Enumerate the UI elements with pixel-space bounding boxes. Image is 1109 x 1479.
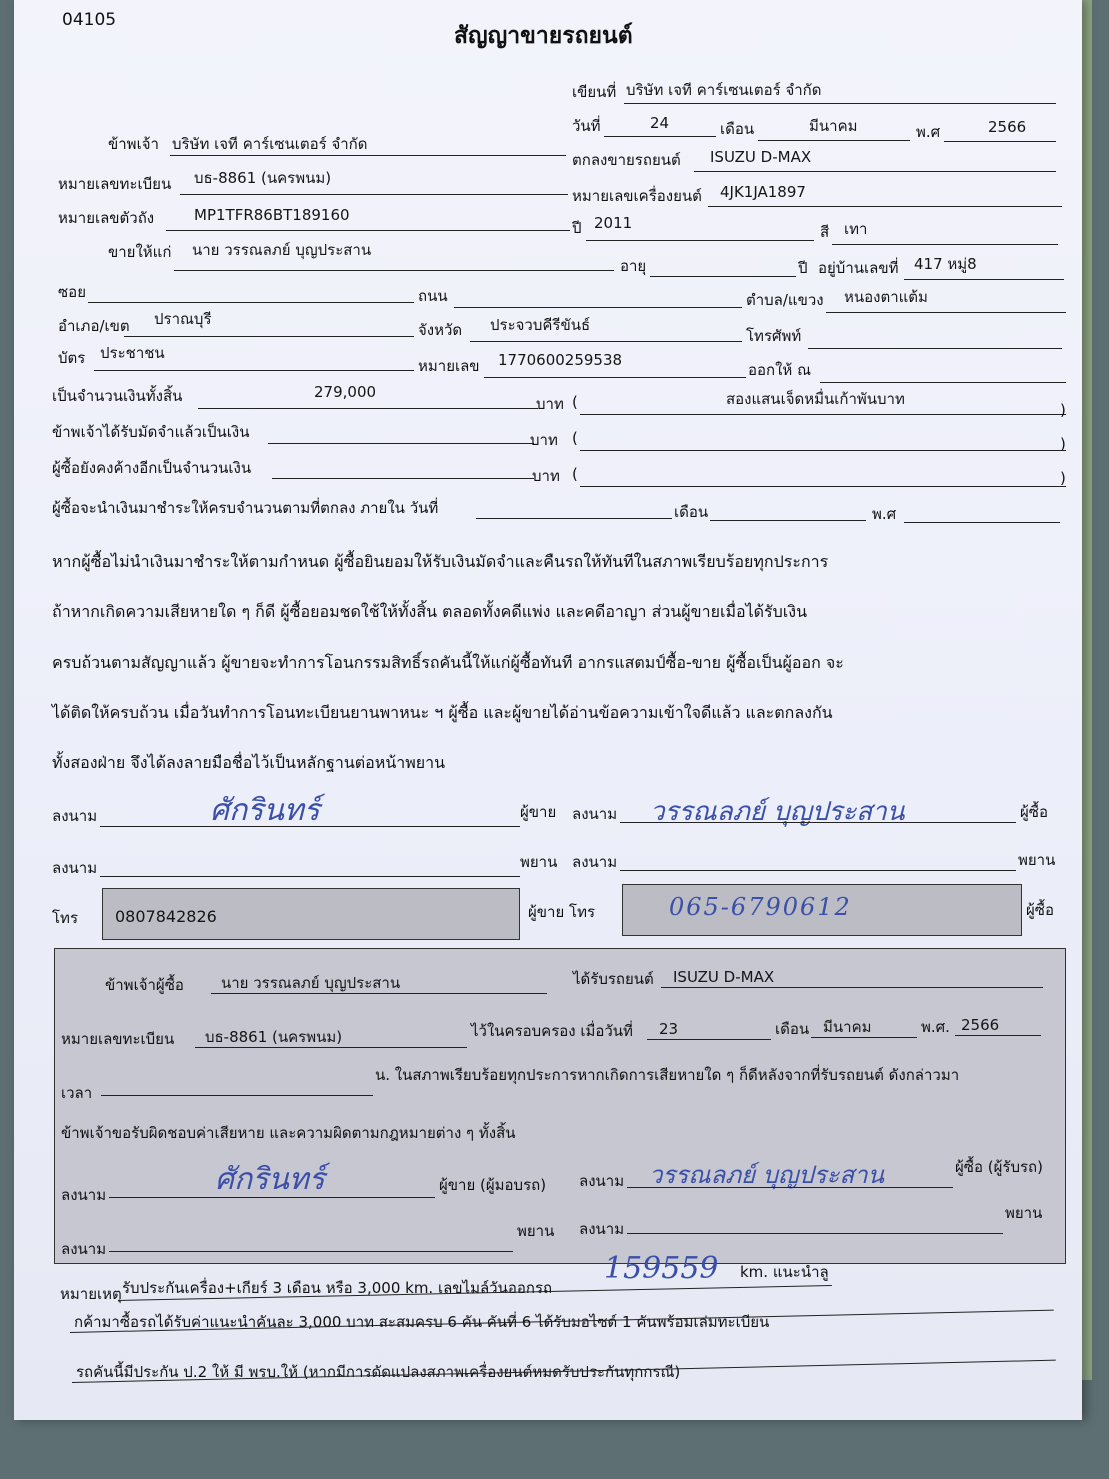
date-year-line bbox=[944, 141, 1056, 142]
total-label: เป็นจำนวนเงินทั้งสิ้น bbox=[52, 387, 183, 405]
receipt-plate-label: หมายเลขทะเบียน bbox=[61, 1030, 175, 1048]
receipt-plate-line bbox=[195, 1047, 467, 1048]
sign-label: ลงนาม bbox=[52, 807, 98, 825]
sign-label: ลงนาม bbox=[61, 1240, 107, 1258]
subdistrict-value: หนองตาแต้ม bbox=[844, 288, 928, 306]
soi-line bbox=[88, 302, 414, 303]
province-label: จังหวัด bbox=[418, 321, 463, 339]
chassis-no-value: MP1TFR86BT189160 bbox=[194, 206, 350, 224]
notes-line-2: กค้ามาซื้อรถได้รับค่าแนะนำคันละ 3,000 บาท สะสมครบ 6 คัน คันที่ 6 ได้รับมอไซด์ 1 คันพร้อมเล่มทะเบียน bbox=[74, 1313, 770, 1331]
buyer-signature-text: วรรณลภย์ บุญประสาน bbox=[650, 797, 905, 827]
card-no-label: หมายเลข bbox=[418, 357, 480, 375]
remaining-line bbox=[272, 478, 534, 479]
engine-no-line bbox=[708, 206, 1062, 207]
receipt-time-suffix: น. ในสภาพเรียบร้อยทุกประการหากเกิดการเสียหายใด ๆ ก็ดีหลังจากที่รับรถยนต์ ดังกล่าวมา bbox=[375, 1066, 960, 1084]
color-line bbox=[832, 244, 1058, 245]
total-open-paren: ( bbox=[572, 393, 578, 411]
house-no-value: 417 หมู่8 bbox=[914, 255, 977, 273]
plate-line bbox=[180, 194, 568, 195]
pay-due-year-label: พ.ศ bbox=[872, 505, 897, 523]
card-no-line bbox=[484, 377, 746, 378]
receipt-buyer-signature bbox=[645, 1155, 955, 1195]
age-unit: ปี bbox=[798, 259, 808, 277]
receipt-buyer-line bbox=[211, 993, 547, 994]
receipt-month-label: เดือน bbox=[775, 1020, 810, 1038]
remaining-close-paren: ) bbox=[1060, 469, 1066, 487]
seller-phone-box bbox=[102, 888, 520, 940]
sign-label: ลงนาม bbox=[579, 1172, 625, 1190]
background-edge bbox=[1082, 0, 1092, 1380]
date-month-line bbox=[758, 140, 910, 141]
receipt-witness-line bbox=[627, 1233, 1003, 1234]
total-baht-label: บาท bbox=[536, 395, 564, 413]
mileage-value: 159559 bbox=[604, 1251, 719, 1286]
receipt-year-line bbox=[955, 1035, 1041, 1036]
district-value: ปราณบุรี bbox=[154, 310, 212, 328]
receipt-plate-value: บธ-8861 (นครพนม) bbox=[205, 1028, 343, 1046]
sign-label: ลงนาม bbox=[579, 1220, 625, 1238]
vehicle-receipt-section bbox=[54, 948, 1066, 1264]
seller-sign-line bbox=[100, 826, 520, 827]
buyer-label: ขายให้แก่ bbox=[108, 243, 172, 261]
soi-label: ซอย bbox=[58, 283, 86, 301]
seller-phone: 0807842826 bbox=[115, 907, 217, 926]
province-value: ประจวบคีรีขันธ์ bbox=[490, 316, 591, 334]
mileage-handwriting bbox=[600, 1244, 750, 1290]
deposit-baht-label: บาท bbox=[530, 431, 558, 449]
year-model-label: ปี bbox=[572, 219, 582, 237]
seller-phone-role: ผู้ขาย โทร bbox=[528, 903, 596, 921]
buyer-role: ผู้ซื้อ bbox=[1020, 803, 1048, 821]
district-line bbox=[124, 336, 414, 337]
total-text: สองแสนเจ็ดหมื่นเก้าพันบาท bbox=[726, 390, 905, 408]
notes-label: หมายเหตุ bbox=[60, 1285, 122, 1303]
receipt-possession-label: ไว้ในครอบครอง เมื่อวันที่ bbox=[471, 1022, 633, 1040]
seller-value: บริษัท เจที คาร์เซนเตอร์ จำกัด bbox=[172, 135, 368, 153]
color-label: สี bbox=[820, 223, 830, 241]
receipt-month-line bbox=[811, 1037, 917, 1038]
receipt-seller-signature bbox=[211, 1157, 361, 1199]
plate-label: หมายเลขทะเบียน bbox=[58, 175, 172, 193]
sign-label: ลงนาม bbox=[61, 1186, 107, 1204]
remaining-baht-label: บาท bbox=[532, 467, 560, 485]
chassis-no-line bbox=[166, 230, 570, 231]
written-at-line bbox=[624, 103, 1056, 104]
age-line bbox=[650, 276, 796, 277]
receipt-witness-role: พยาน bbox=[1005, 1204, 1043, 1222]
buyer-sign-line bbox=[620, 822, 1016, 823]
date-day: 24 bbox=[650, 114, 670, 132]
date-day-line bbox=[604, 136, 716, 137]
seller-label: ข้าพเจ้า bbox=[108, 135, 159, 153]
receipt-buyer-role: ผู้ซื้อ (ผู้รับรถ) bbox=[955, 1158, 1043, 1176]
total-text-line bbox=[580, 414, 1066, 415]
seller-signature bbox=[204, 788, 354, 830]
buyer-line bbox=[174, 270, 614, 271]
sale-item-value: ISUZU D-MAX bbox=[710, 148, 812, 166]
receipt-received-value: ISUZU D-MAX bbox=[673, 968, 775, 986]
buyer-signature bbox=[646, 790, 946, 838]
receipt-year: 2566 bbox=[961, 1016, 1000, 1034]
witness-sign-line bbox=[100, 876, 520, 877]
receipt-month: มีนาคม bbox=[823, 1018, 872, 1036]
document-title: สัญญาขายรถยนต์ bbox=[454, 23, 633, 49]
receipt-day-line bbox=[647, 1039, 771, 1040]
remaining-open-paren: ( bbox=[572, 465, 578, 483]
date-year: 2566 bbox=[988, 118, 1027, 136]
seller-role: ผู้ขาย bbox=[520, 803, 557, 821]
deposit-close-paren: ) bbox=[1060, 435, 1066, 453]
receipt-day: 23 bbox=[659, 1020, 679, 1038]
deposit-text-line bbox=[580, 450, 1066, 451]
buyer-phone-box bbox=[622, 884, 1022, 936]
receipt-received-line bbox=[661, 987, 1043, 988]
date-year-label: พ.ศ bbox=[916, 123, 941, 141]
notes-line-1: รับประกันเครื่อง+เกียร์ 3 เดือน หรือ 3,000 km. เลขไมล์วันออกรถ bbox=[122, 1279, 553, 1297]
pay-due-month-line bbox=[710, 520, 866, 521]
receipt-time-label: เวลา bbox=[61, 1084, 93, 1102]
date-day-label: วันที่ bbox=[572, 117, 601, 135]
clause-line: ทั้งสองฝ่าย จึงได้ลงลายมือชื่อไว้เป็นหลักฐานต่อหน้าพยาน bbox=[52, 753, 446, 772]
sign-label: ลงนาม bbox=[572, 805, 618, 823]
card-no-value: 1770600259538 bbox=[498, 351, 623, 369]
total-close-paren: ) bbox=[1060, 401, 1066, 419]
date-month: มีนาคม bbox=[809, 117, 858, 135]
card-line bbox=[94, 370, 414, 371]
witness-role: พยาน bbox=[1018, 851, 1056, 869]
province-line bbox=[470, 341, 742, 342]
color-value: เทา bbox=[844, 220, 868, 238]
written-at-label: เขียนที่ bbox=[572, 83, 617, 101]
contract-paper bbox=[14, 0, 1082, 1420]
deposit-open-paren: ( bbox=[572, 429, 578, 447]
phone-label: โทรศัพท์ bbox=[746, 327, 802, 345]
deposit-line bbox=[268, 443, 534, 444]
buyer-phone: 065-6790612 bbox=[669, 893, 852, 921]
sale-item-label: ตกลงขายรถยนต์ bbox=[572, 151, 681, 169]
notes-line-3: รถคันนี้มีประกัน ป.2 ให้ มี พรบ.ให้ (หากมีการดัดแปลงสภาพเครื่องยนต์หมดรับประกันทุกกรณี) bbox=[76, 1363, 681, 1381]
subdistrict-line bbox=[826, 312, 1066, 313]
receipt-buyer-line bbox=[627, 1187, 953, 1188]
pay-due-day-line bbox=[476, 518, 672, 519]
receipt-witness-line bbox=[109, 1251, 513, 1252]
sign-label: ลงนาม bbox=[572, 853, 618, 871]
pay-due-label: ผู้ซื้อจะนำเงินมาชำระให้ครบจำนวนตามที่ตกลง ภายใน วันที่ bbox=[52, 499, 439, 517]
written-at-value: บริษัท เจที คาร์เซนเตอร์ จำกัด bbox=[626, 81, 822, 99]
witness-sign-line bbox=[620, 870, 1016, 871]
house-no-line bbox=[904, 279, 1064, 280]
pay-due-month-label: เดือน bbox=[674, 503, 709, 521]
document-number: 04105 bbox=[62, 10, 117, 30]
witness-role: พยาน bbox=[520, 853, 558, 871]
clause-line: หากผู้ซื้อไม่นำเงินมาชำระให้ตามกำหนด ผู้ซื้อยินยอมให้รับเงินมัดจำและคืนรถให้ทันทีในสภาพเรียบร้อยทุกประการ bbox=[52, 552, 829, 571]
buyer-phone-role: ผู้ซื้อ bbox=[1026, 901, 1054, 919]
issued-at-line bbox=[820, 382, 1066, 383]
receipt-buyer-value: นาย วรรณลภย์ บุญประสาน bbox=[221, 974, 401, 992]
district-label: อำเภอ/เขต bbox=[58, 317, 130, 335]
chassis-no-label: หมายเลขตัวถัง bbox=[58, 209, 155, 227]
receipt-seller-signature-text: ศักรินทร์ bbox=[215, 1162, 325, 1197]
road-label: ถนน bbox=[418, 287, 448, 305]
receipt-seller-role: ผู้ขาย (ผู้มอบรถ) bbox=[439, 1176, 547, 1194]
date-month-label: เดือน bbox=[720, 120, 755, 138]
deposit-label: ข้าพเจ้าได้รับมัดจำแล้วเป็นเงิน bbox=[52, 423, 250, 441]
engine-no-value: 4JK1JA1897 bbox=[720, 183, 806, 201]
sign-label: ลงนาม bbox=[52, 859, 98, 877]
plate-value: บธ-8861 (นครพนม) bbox=[194, 169, 332, 187]
receipt-buyer-label: ข้าพเจ้าผู้ซื้อ bbox=[105, 976, 184, 994]
card-value: ประชาชน bbox=[100, 344, 165, 362]
receipt-buyer-signature-text: วรรณลภย์ บุญประสาน bbox=[649, 1161, 884, 1189]
receipt-received-label: ได้รับรถยนต์ bbox=[573, 970, 654, 988]
seller-line bbox=[170, 155, 566, 156]
year-model-line bbox=[586, 240, 814, 241]
engine-no-label: หมายเลขเครื่องยนต์ bbox=[572, 187, 702, 205]
subdistrict-label: ตำบล/แขวง bbox=[746, 291, 824, 309]
road-line bbox=[454, 307, 742, 308]
card-label: บัตร bbox=[58, 349, 86, 367]
buyer-value: นาย วรรณลภย์ บุญประสาน bbox=[192, 241, 372, 259]
phone-label: โทร bbox=[52, 909, 79, 927]
receipt-liability: ข้าพเจ้าขอรับผิดชอบค่าเสียหาย และความผิดตามกฎหมายต่าง ๆ ทั้งสิ้น bbox=[61, 1124, 516, 1142]
pay-due-year-line bbox=[904, 522, 1060, 523]
remaining-label: ผู้ซื้อยังคงค้างอีกเป็นจำนวนเงิน bbox=[52, 459, 252, 477]
total-value: 279,000 bbox=[314, 383, 377, 401]
clause-line: ได้ติดให้ครบถ้วน เมื่อวันทำการโอนทะเบียนยานพาหนะ ฯ ผู้ซื้อ และผู้ขายได้อ่านข้อความเข้าใจดีแล้ว และตกลงกัน bbox=[52, 703, 833, 722]
receipt-witness-role: พยาน bbox=[517, 1222, 555, 1240]
phone-line bbox=[808, 348, 1062, 349]
clause-line: ครบถ้วนตามสัญญาแล้ว ผู้ขายจะทำการโอนกรรมสิทธิ์รถคันนี้ให้แก่ผู้ซื้อทันที อากรแสตมป์ซื้อ-ขาย ผู้ซื้อเป็นผู้ออก จะ bbox=[52, 653, 844, 672]
total-line bbox=[198, 408, 538, 409]
remaining-text-line bbox=[580, 486, 1066, 487]
receipt-year-label: พ.ศ. bbox=[921, 1018, 950, 1036]
issued-at-label: ออกให้ ณ bbox=[748, 361, 811, 379]
sale-item-line bbox=[694, 171, 1056, 172]
receipt-time-line bbox=[101, 1095, 373, 1096]
seller-signature-text: ศักรินทร์ bbox=[210, 793, 320, 828]
notes-line-1-suffix: km. แนะนำลู bbox=[740, 1263, 829, 1281]
receipt-seller-line bbox=[109, 1197, 435, 1198]
age-label: อายุ bbox=[620, 257, 647, 275]
clause-line: ถ้าหากเกิดความเสียหายใด ๆ ก็ดี ผู้ซื้อยอมชดใช้ให้ทั้งสิ้น ตลอดทั้งคดีแพ่ง และคดีอาญา ส่วนผู้ขายเมื่อได้รับเงิน bbox=[52, 602, 808, 621]
house-no-label: อยู่บ้านเลขที่ bbox=[818, 259, 899, 277]
year-model-value: 2011 bbox=[594, 214, 633, 232]
